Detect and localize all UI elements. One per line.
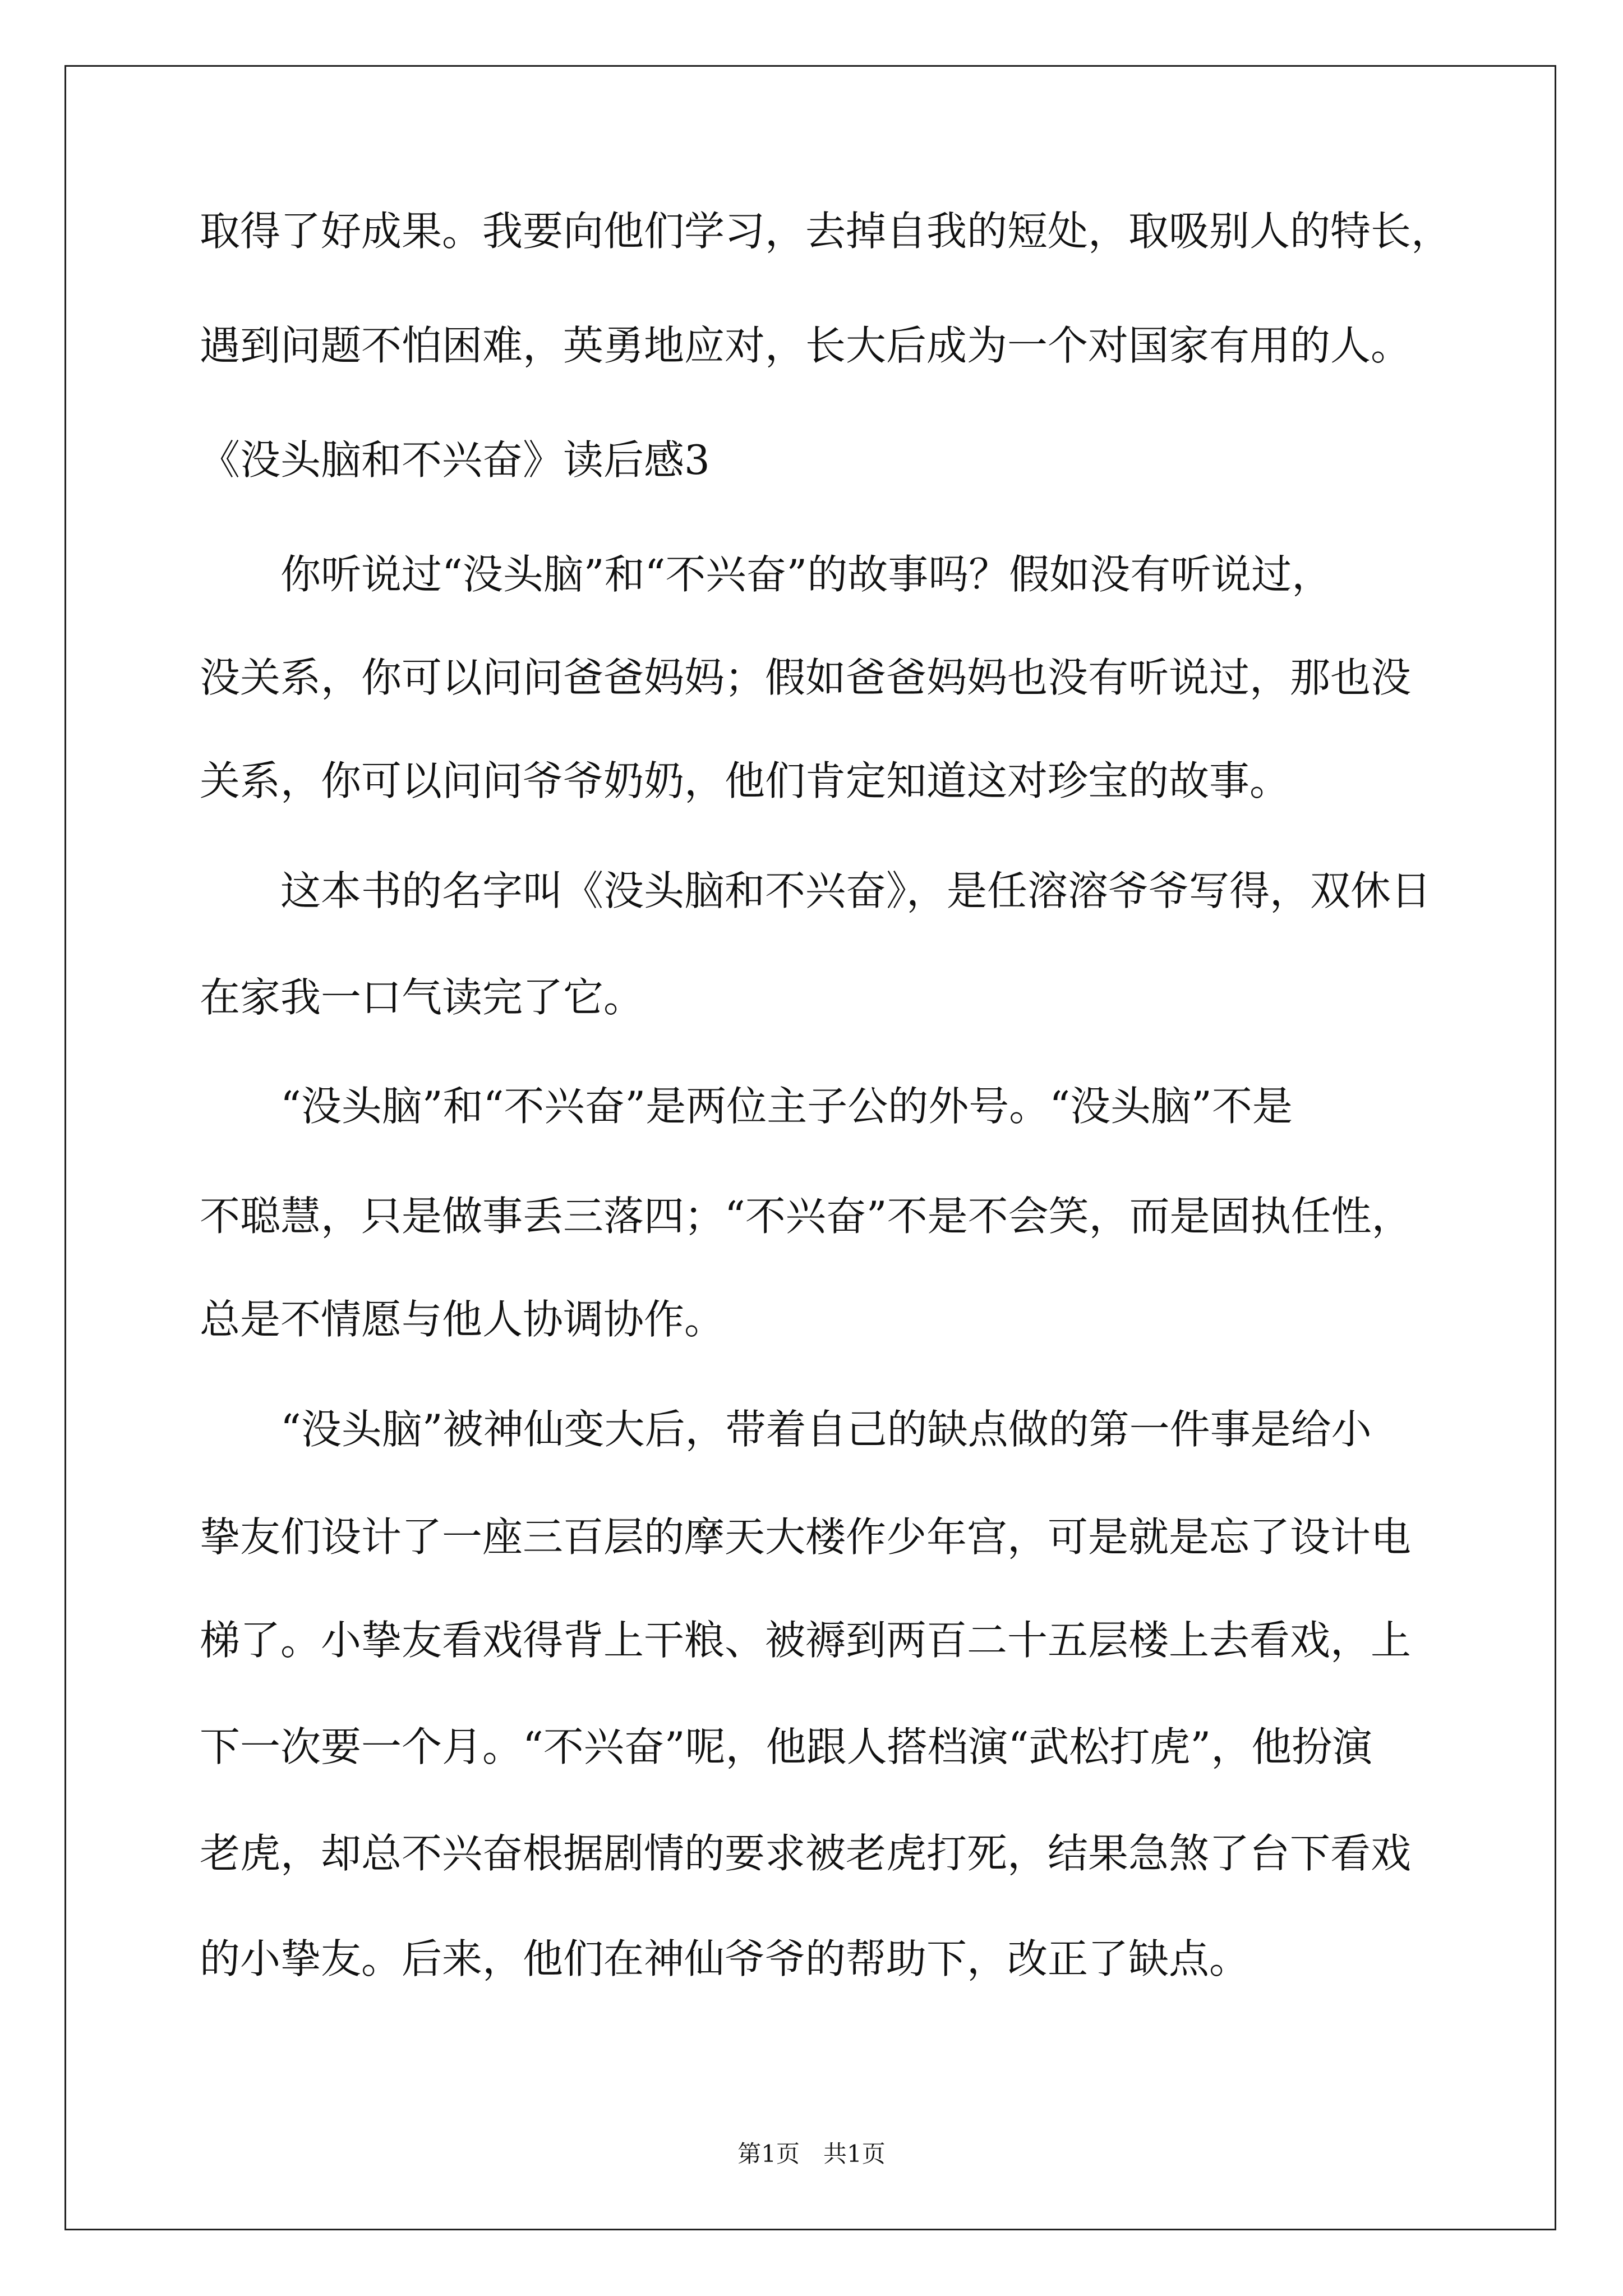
text-line: 取得了好成果。我要向他们学习，去掉自我的短处，取吸别人的特长， <box>200 208 1452 255</box>
text-line: 遇到问题不怕困难，英勇地应对，长大后成为一个对国家有用的人。 <box>200 322 1412 369</box>
text-line: “没头脑”和“不兴奋”是两位主子公的外号。“没头脑”不是 <box>280 1083 1293 1130</box>
text-line: 关系，你可以问问爷爷奶奶，他们肯定知道这对珍宝的故事。 <box>200 757 1290 804</box>
text-line: 没关系，你可以问问爸爸妈妈；假如爸爸妈妈也没有听说过，那也没 <box>200 654 1412 701</box>
text-line: 的小挚友。后来，他们在神仙爷爷的帮助下，改正了缺点。 <box>200 1935 1250 1982</box>
text-line: 总是不情愿与他人协调协作。 <box>200 1296 725 1343</box>
text-line: 下一次要一个月。“不兴奋”呢，他跟人搭档演“武松打虎”，他扮演 <box>200 1723 1373 1770</box>
section-heading: 《没头脑和不兴奋》读后感3 <box>200 436 710 484</box>
page-footer: 第1页 共1页 <box>737 2140 886 2168</box>
text-line: 不聪慧，只是做事丢三落四；“不兴奋”不是不会笑，而是固执任性， <box>200 1193 1412 1240</box>
text-line: 在家我一口气读完了它。 <box>200 974 644 1021</box>
text-line: 你听说过“没头脑”和“不兴奋”的故事吗？假如没有听说过， <box>280 551 1332 598</box>
text-line: 老虎，却总不兴奋根据剧情的要求被老虎打死，结果急煞了台下看戏 <box>200 1830 1412 1877</box>
text-line: 挚友们设计了一座三百层的摩天大楼作少年宫，可是就是忘了设计电 <box>200 1513 1412 1561</box>
page-border <box>64 65 1556 2230</box>
text-line: 这本书的名字叫《没头脑和不兴奋》，是任溶溶爷爷写得，双休日 <box>280 867 1432 914</box>
text-line: “没头脑”被神仙变大后，带着自己的缺点做的第一件事是给小 <box>280 1406 1372 1453</box>
text-line: 梯了。小挚友看戏得背上干粮、被褥到两百二十五层楼上去看戏，上 <box>200 1617 1412 1664</box>
